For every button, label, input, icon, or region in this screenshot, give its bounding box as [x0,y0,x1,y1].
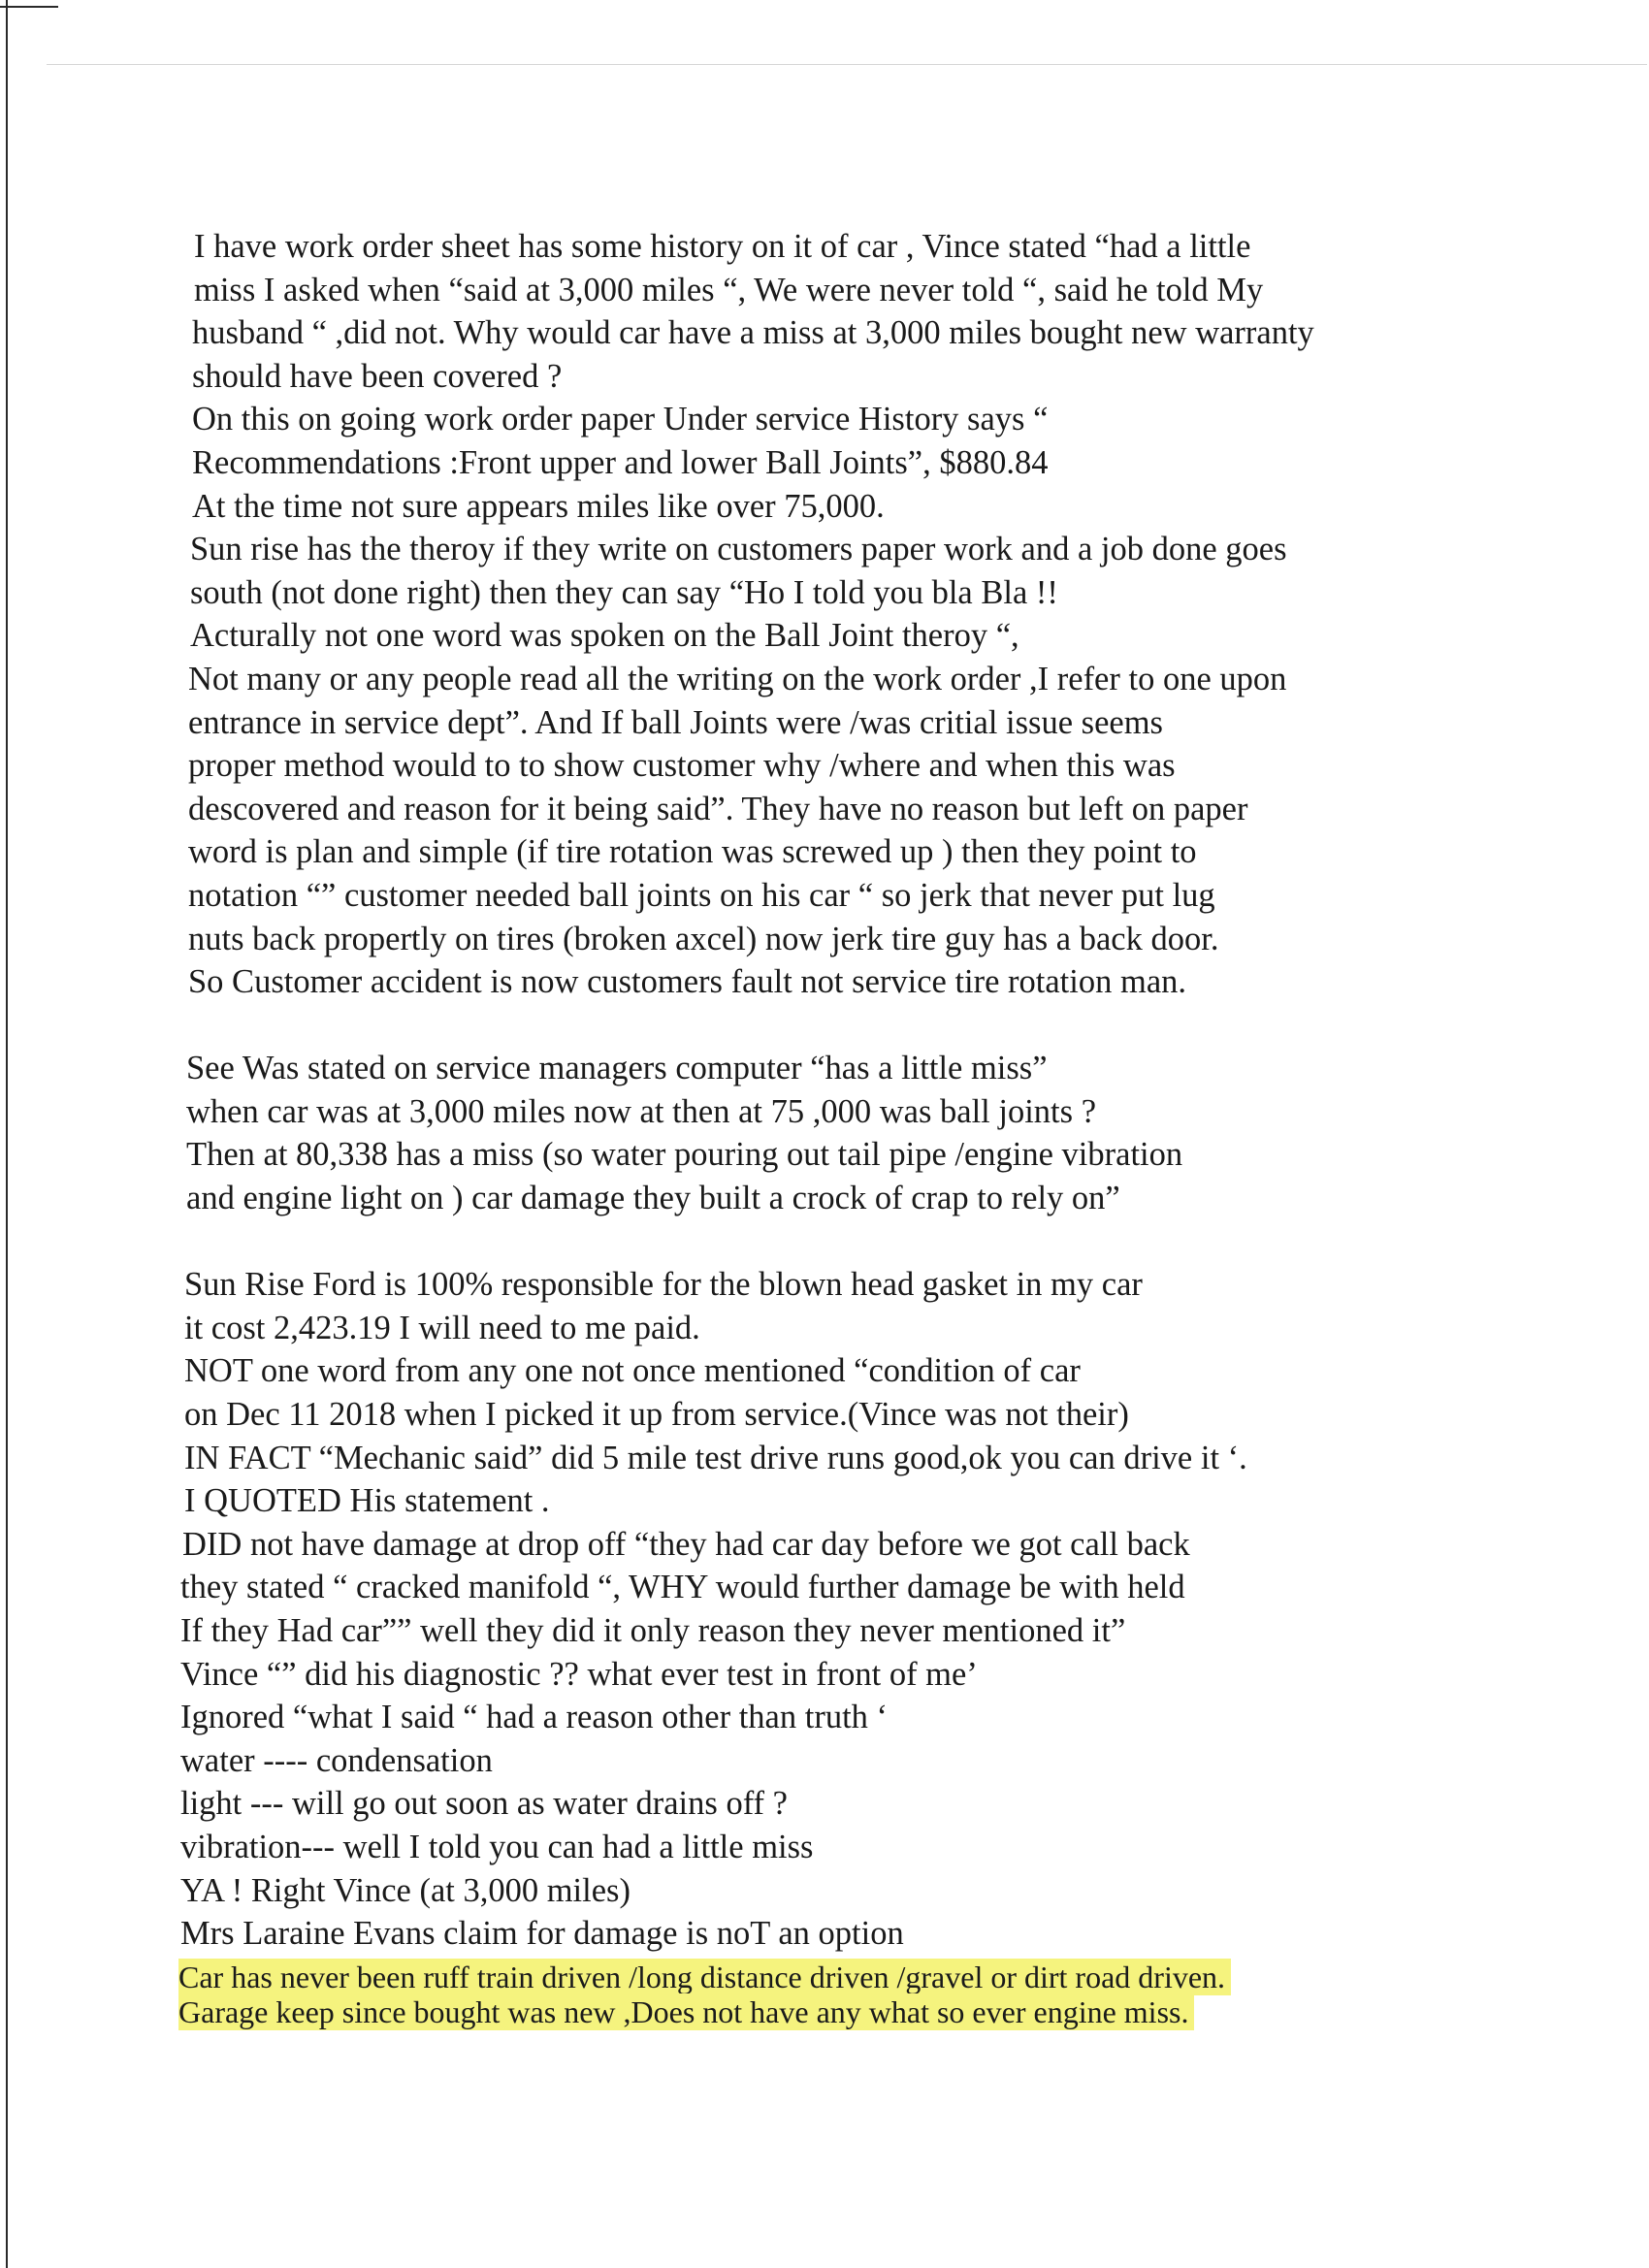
text-line: should have been covered ? [192,357,563,395]
text-line: DID not have damage at drop off “they had car day before we got call back [182,1525,1190,1563]
paragraph-gap [175,1004,1571,1048]
text-line: notation “” customer needed ball joints on his car “ so jerk that never put lug [188,876,1215,914]
text-line: when car was at 3,000 miles now at then at 75 ,000 was ball joints ? [186,1092,1097,1130]
text-line: Sun Rise Ford is 100% responsible for the blown head gasket in my car [184,1266,1143,1304]
text-line: husband “ ,did not. Why would car have a miss at 3,000 miles bought new warranty [192,314,1314,352]
text-line: IN FACT “Mechanic said” did 5 mile test drive runs good,ok you can drive it ‘. [184,1439,1247,1476]
text-line: and engine light on ) car damage they built a crock of crap to rely on” [186,1180,1120,1217]
text-line: Acturally not one word was spoken on the Ball Joint theroy “, [190,617,1019,655]
text-line: So Customer accident is now customers fault not service tire rotation man. [188,963,1187,1001]
text-line: miss I asked when “said at 3,000 miles “, We were never told “, said he told My [194,271,1264,308]
text-line: NOT one word from any one not once mentioned “condition of car [184,1352,1081,1390]
scan-border-top [0,6,58,8]
text-line: they stated “ cracked manifold “, WHY would further damage be with held [180,1569,1185,1606]
highlighted-text: Car has never been ruff train driven /long distance driven /gravel or dirt road driven. [178,1959,1231,1995]
text-line: entrance in service dept”. And If ball Joints were /was critial issue seems [188,703,1163,741]
text-line: Sun rise has the theroy if they write on customers paper work and a job done goes [190,531,1287,568]
text-line: on Dec 11 2018 when I picked it up from service.(Vince was not their) [184,1396,1129,1434]
paragraph-1 [175,225,1571,1004]
letter-body [175,225,1571,2034]
text-line: word is plan and simple (if tire rotation was screwed up ) then they point to [188,833,1197,871]
text-line: descovered and reason for it being said”. They have no reason but left on paper [188,790,1248,827]
text-line: proper method would to to show customer why /where and when this was [188,747,1176,785]
highlighted-statement [175,1956,1571,2034]
text-line: Vince “” did his diagnostic ?? what ever test in front of me’ [180,1655,978,1693]
highlighted-text: Garage keep since bought was new ,Does not have any what so ever engine miss. [178,1993,1194,2030]
text-line: Then at 80,338 has a miss (so water pouring out tail pipe /engine vibration [186,1136,1183,1174]
text-line: water ---- condensation [180,1741,493,1779]
paragraph-2 [175,1047,1571,1219]
text-line: See Was stated on service managers computer “has a little miss” [186,1050,1048,1087]
text-line: nuts back propertly on tires (broken axcel) now jerk tire guy has a back door. [188,920,1219,957]
text-line: Recommendations :Front upper and lower Ball Joints”, $880.84 [192,443,1049,481]
text-line: Mrs Laraine Evans claim for damage is noT an option [180,1915,904,1953]
text-line: I have work order sheet has some history on it of car , Vince stated “had a little [194,228,1251,265]
scan-artifact-line [47,64,1647,65]
text-line: vibration--- well I told you can had a little miss [180,1828,814,1865]
text-line: At the time not sure appears miles like over 75,000. [192,487,885,525]
text-line: Not many or any people read all the writing on the work order ,I refer to one upon [188,660,1287,697]
text-line: Ignored “what I said “ had a reason other than truth ‘ [180,1699,889,1736]
paragraph-3 [175,1263,1571,1956]
text-line: light --- will go out soon as water drains off ? [180,1785,788,1823]
highlighted-line [175,1991,1571,2034]
text-line: YA ! Right Vince (at 3,000 miles) [180,1871,630,1909]
text-line: south (not done right) then they can say “Ho I told you bla Bla !! [190,573,1058,611]
text-line: it cost 2,423.19 I will need to me paid. [184,1309,700,1346]
text-line: I QUOTED His statement . [184,1482,550,1520]
text-line: If they Had car”” well they did it only reason they never mentioned it” [180,1612,1126,1649]
scan-border-left [6,0,8,2268]
text-line: On this on going work order paper Under service History says “ [192,401,1049,438]
paragraph-gap [175,1220,1571,1264]
